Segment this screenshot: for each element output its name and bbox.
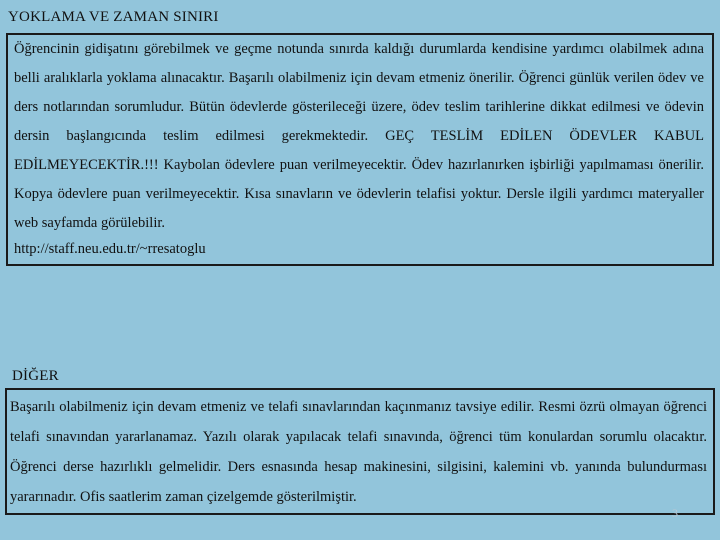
- page-number: 3: [672, 506, 678, 520]
- section-heading-other: DİĞER: [12, 368, 59, 384]
- section-heading-attendance: YOKLAMA VE ZAMAN SINIRI: [8, 9, 219, 25]
- attendance-body-text: Öğrencinin gidişatını görebilmek ve geçme notunda sınırda kaldığı durumlarda kendisine yardımcı olabilmek adına belli aralıklarla yoklama alınacaktır. Başarılı olabilmeniz için devam etmeniz önerilir. Öğrenci günlük verilen ödev ve ders notlarından sorumludur. Bütün ödevlerde gösterileceği üzere, ödev teslim tarihlerine dikkat edilmesi ve ödevin dersin başlangıcında teslim edilmesi gerekmektedir. GEÇ TESLİM EDİLEN ÖDEVLER KABUL EDİLMEYECEKTİR.!!! Kaybolan ödevlere puan verilmeyecektir. Ödev hazırlanırken işbirliği yapılmaması önerilir. Kopya ödevlere puan verilmeyecektir. Kısa sınavların ve ödevlerin telafisi yoktur. Dersle ilgili yardımcı materyaller web sayfamda görülebilir.: [14, 41, 704, 231]
- attendance-paragraph: [14, 35, 704, 262]
- other-text-box: [5, 388, 715, 515]
- course-website-link[interactable]: http://staff.neu.edu.tr/~rresatoglu: [14, 241, 206, 257]
- attendance-text-box: [6, 33, 714, 266]
- other-body-text: Başarılı olabilmeniz için devam etmeniz ve telafi sınavlarından kaçınmanız tavsiye edilir. Resmi özrü olmayan öğrenci telafi sınavından yararlanamaz. Yazılı olarak yapılacak telafi sınavında, öğrenci tüm konulardan sorumlu olacaktır. Öğrenci derse hazırlıklı gelmelidir. Ders esnasında hesap makinesini, silgisini, kalemini vb. yanında bulundurması yararınadır. Ofis saatlerim zaman çizelgemde gösterilmiştir.: [10, 399, 707, 505]
